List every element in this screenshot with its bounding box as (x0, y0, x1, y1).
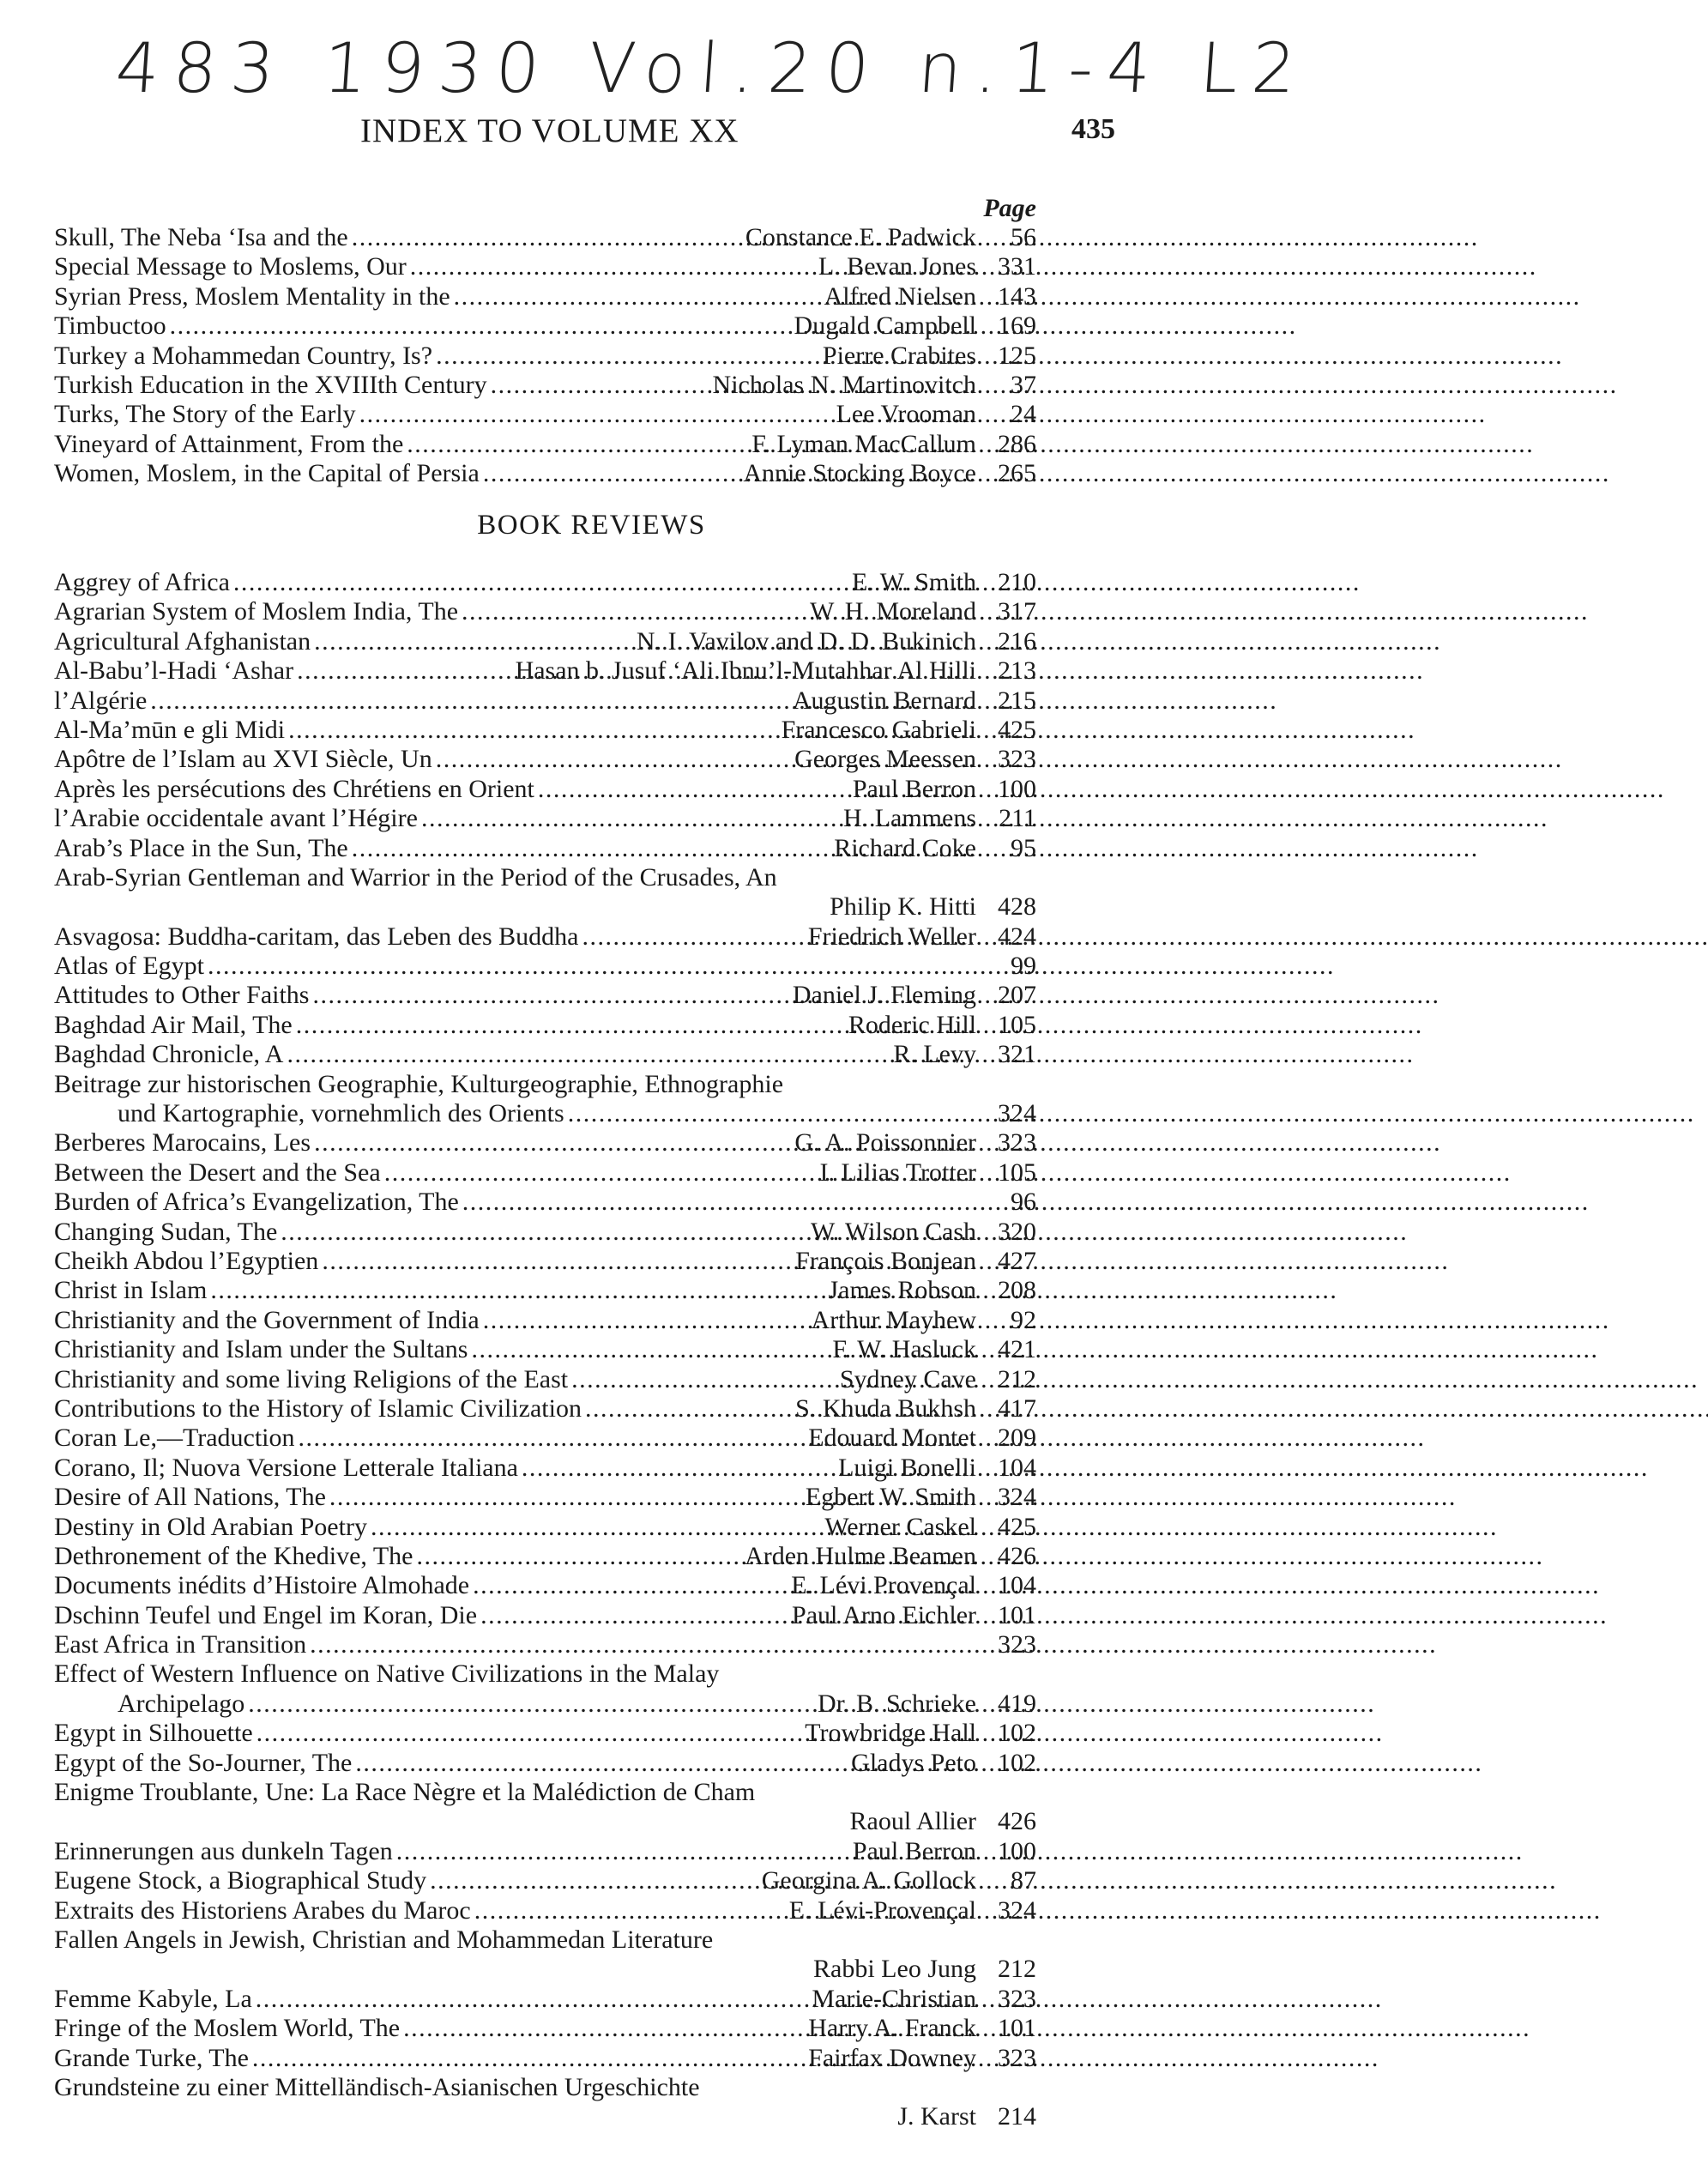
entry-page: 265 (998, 459, 1036, 488)
dot-leader (538, 775, 849, 804)
dot-leader (407, 430, 748, 459)
entry-page: 321 (998, 1040, 1036, 1069)
index-entry (54, 1158, 1036, 1188)
dot-leader (314, 1128, 791, 1158)
entry-page: 212 (998, 1364, 1036, 1393)
index-entry (54, 686, 1036, 716)
entry-title: Between the Desert and the Sea (54, 1158, 381, 1187)
entry-page: 209 (998, 1424, 1036, 1453)
dot-leader (296, 1011, 845, 1040)
entry-author: Daniel J. Fleming (792, 981, 976, 1010)
index-entry (54, 1128, 1036, 1158)
index-entry (54, 568, 1036, 597)
entry-page: 100 (998, 1836, 1036, 1865)
entry-author: Georges Meessen (794, 745, 976, 774)
dot-leader (403, 2014, 805, 2043)
dot-leader (474, 1896, 786, 1925)
index-entry (54, 1365, 1036, 1394)
entry-title-continued: und Kartographie, vornehmlich des Orients (118, 1099, 564, 1128)
article-entries (54, 223, 1036, 489)
dot-leader (396, 1837, 849, 1866)
page-number: 435 (1071, 113, 1115, 145)
index-entry (54, 430, 1036, 459)
entry-title: l’Arabie occidentale avant l’Hégire (54, 804, 418, 833)
index-entry (54, 1807, 1036, 1836)
index-entry (54, 597, 1036, 626)
entry-title: Contributions to the History of Islamic Civilization (54, 1393, 582, 1423)
dot-leader (248, 1689, 814, 1719)
entry-author: Egbert W. Smith (805, 1483, 976, 1512)
entry-page: 95 (1011, 833, 1036, 862)
entry-title: Skull, The Neba ‘Isa and the (54, 223, 348, 251)
entry-author: W. Wilson Cash (811, 1217, 976, 1246)
index-entry (54, 2014, 1036, 2043)
entry-title: Femme Kabyle, La (54, 1984, 252, 2013)
dot-leader (416, 1542, 741, 1571)
entry-author: James Robson (828, 1276, 976, 1305)
dot-leader (329, 1483, 802, 1512)
article-index-list (54, 194, 1036, 489)
index-entry (54, 371, 1036, 400)
entry-author: Roderic Hill (848, 1010, 976, 1039)
dot-leader (322, 1247, 792, 1276)
entry-title: Eugene Stock, a Biographical Study (54, 1866, 427, 1895)
entry-page: 323 (998, 2043, 1036, 2072)
index-entry (54, 1394, 1036, 1424)
entry-page: 102 (998, 1719, 1036, 1748)
dot-leader (473, 1571, 788, 1600)
index-entry (54, 834, 1036, 863)
index-entry (54, 1837, 1036, 1866)
index-entry (54, 1040, 1036, 1069)
index-entry (54, 981, 1036, 1010)
entry-page: 324 (998, 1895, 1036, 1925)
entry-title: Egypt of the So-Journer, The (54, 1748, 353, 1777)
index-entry (54, 1542, 1036, 1571)
entry-author: Edouard Montet (808, 1424, 976, 1453)
entry-title: Christ in Islam (54, 1276, 208, 1305)
dot-leader (436, 342, 819, 371)
entry-author: W. H. Moreland (810, 597, 976, 626)
entry-page: 92 (1011, 1305, 1036, 1334)
entry-page: 286 (998, 429, 1036, 458)
entry-page: 427 (998, 1246, 1036, 1275)
dot-leader (462, 597, 806, 626)
entry-author: Hasan b. Jusuf ‘Ali Ibnu’l-Mutahhar Al Hilli (515, 656, 976, 686)
entry-page: 105 (998, 1158, 1036, 1187)
dot-leader (371, 1513, 821, 1542)
dot-leader (483, 1306, 808, 1335)
entry-page: 87 (1011, 1866, 1036, 1895)
dot-leader (310, 1630, 973, 1659)
entry-title: Extraits des Historiens Arabes du Maroc (54, 1895, 471, 1925)
entry-title: Grundsteine zu einer Mittelländisch-Asianischen Urgeschichte (54, 2072, 700, 2101)
entry-author: E. Lévi Provençal (791, 1571, 976, 1600)
dot-leader (571, 1365, 836, 1394)
dot-leader (299, 1424, 806, 1453)
entry-author: H. Lammens (843, 804, 976, 833)
entry-page: 215 (998, 686, 1036, 715)
entry-author: Werner Caskel (824, 1512, 976, 1541)
index-entry (54, 1513, 1036, 1542)
page-header (360, 112, 1115, 154)
entry-author: F. Lyman MacCallum (751, 429, 976, 458)
index-entry (54, 1011, 1036, 1040)
dot-leader (281, 1218, 807, 1247)
entry-title: Aggrey of Africa (54, 568, 230, 596)
dot-leader (256, 1985, 809, 2014)
index-entry (54, 2044, 1036, 2073)
dot-leader (454, 282, 821, 311)
entry-page: 104 (998, 1571, 1036, 1600)
entry-title: Atlas of Egypt (54, 952, 204, 981)
entry-author: Marie-Christian (812, 1984, 976, 2013)
entry-title: Fallen Angels in Jewish, Christian and Mohammedan Literature (54, 1925, 714, 1954)
dot-leader (288, 716, 777, 745)
index-entry (54, 1601, 1036, 1630)
dot-leader (297, 656, 511, 686)
entry-page: 99 (1011, 952, 1036, 981)
entry-page: 125 (998, 341, 1036, 370)
index-entry (54, 459, 1036, 488)
entry-page: 37 (1011, 370, 1036, 399)
entry-title: Documents inédits d’Histoire Almohade (54, 1571, 470, 1600)
entry-page: 214 (998, 2102, 1036, 2131)
entry-title: Syrian Press, Moslem Mentality in the (54, 281, 450, 311)
dot-leader (257, 1719, 802, 1748)
dot-leader (359, 400, 833, 429)
index-entry (54, 656, 1036, 686)
entry-author: I. Lilias Trotter (819, 1158, 976, 1187)
entry-title: Changing Sudan, The (54, 1217, 278, 1246)
entry-page: 96 (1011, 1188, 1036, 1217)
entry-title: Desire of All Nations, The (54, 1483, 326, 1512)
index-entry (54, 1896, 1036, 1925)
entry-page: 211 (999, 804, 1036, 833)
entry-title: Asvagosa: Buddha-caritam, das Leben des Buddha (54, 922, 579, 951)
entry-page: 101 (998, 2014, 1036, 2043)
entry-title: Cheikh Abdou l’Egyptien (54, 1246, 319, 1275)
entry-page: 331 (998, 252, 1036, 281)
book-review-list (54, 568, 1036, 2132)
index-entry (54, 716, 1036, 745)
entry-page: 417 (998, 1393, 1036, 1423)
entry-title: Vineyard of Attainment, From the (54, 429, 404, 458)
running-title: INDEX TO VOLUME XX (360, 112, 739, 149)
entry-page: 101 (998, 1600, 1036, 1629)
dot-leader (462, 1188, 973, 1217)
entry-page: 324 (998, 1099, 1036, 1128)
entry-author: Sydney Cave (839, 1364, 976, 1393)
entry-author: Alfred Nielsen (824, 281, 976, 311)
entry-author: Arden Hulme Beamen (745, 1541, 976, 1570)
dot-leader (522, 1454, 835, 1483)
entry-title: Beitrage zur historischen Geographie, Kulturgeographie, Ethnographie (54, 1069, 784, 1098)
dot-leader (585, 1394, 792, 1424)
entry-page: 213 (998, 656, 1036, 686)
entry-page: 169 (998, 311, 1036, 341)
entry-page: 212 (998, 1955, 1036, 1984)
dot-leader (314, 627, 633, 656)
entry-page: 323 (998, 1630, 1036, 1659)
entry-title: Apôtre de l’Islam au XVI Siècle, Un (54, 745, 432, 774)
entry-author: Paul Arno Eichler (792, 1600, 976, 1629)
entry-author: J. Karst (897, 2102, 976, 2131)
entry-author: Friedrich Weller (807, 922, 976, 951)
index-entry (54, 1985, 1036, 2014)
entry-page: 323 (998, 1128, 1036, 1158)
entry-title: Baghdad Chronicle, A (54, 1040, 284, 1069)
entry-author: Gladys Peto (851, 1748, 976, 1777)
index-entry (54, 1659, 1036, 1689)
entry-author: Francesco Gabrieli (781, 715, 976, 744)
index-entry (54, 1099, 1036, 1128)
entry-title: Berberes Marocains, Les (54, 1128, 311, 1158)
book-reviews-heading: BOOK REVIEWS (477, 510, 706, 541)
entry-author: Nicholas N. Martinovitch (712, 370, 976, 399)
index-entry (54, 2073, 1036, 2102)
entry-title: Women, Moslem, in the Capital of Persia (54, 459, 480, 488)
entry-title: Corano, Il; Nuova Versione Letterale Italiana (54, 1453, 518, 1482)
handwritten-catalog-note: 483 1930 Vol.20 n.1-4 L2 (112, 28, 1313, 108)
entry-page: 56 (1011, 223, 1036, 251)
index-entry (54, 775, 1036, 804)
entry-author: E. Lévi-Provençal (788, 1895, 976, 1925)
entry-title: Effect of Western Influence on Native Civilizations in the Malay (54, 1659, 720, 1689)
entry-title: Agrarian System of Moslem India, The (54, 597, 459, 626)
index-entry (54, 1571, 1036, 1600)
entry-title: Dethronement of the Khedive, The (54, 1541, 413, 1570)
entry-title: Special Message to Moslems, Our (54, 252, 407, 281)
index-entry (54, 1276, 1036, 1305)
index-entry (54, 342, 1036, 371)
entry-author: Fairfax Downey (808, 2043, 976, 2072)
index-entry (54, 1424, 1036, 1453)
index-entry (54, 1070, 1036, 1099)
entry-title: Al-Ma’mūn e gli Midi (54, 715, 286, 744)
entry-title: Arab’s Place in the Sun, The (54, 833, 348, 862)
entry-author: Dugald Campbell (794, 311, 976, 341)
entry-author: Raoul Allier (849, 1807, 976, 1836)
entry-author: Paul Berron (852, 1836, 976, 1865)
entry-title: Turkish Education in the XVIIIth Century (54, 370, 487, 399)
index-entry (54, 1749, 1036, 1778)
entry-title: Après les persécutions des Chrétiens en Orient (54, 774, 534, 803)
entry-author: N. I. Vavilov and D. D. Bukinich (636, 626, 976, 656)
entry-title: Timbuctoo (54, 311, 166, 341)
entry-author: E. W. Smith (851, 568, 976, 596)
entry-page: 323 (998, 745, 1036, 774)
entry-author: L. Bevan Jones (818, 252, 976, 281)
dot-leader (352, 223, 742, 252)
index-entry (54, 1188, 1036, 1217)
entry-title: Al-Babu’l-Hadi ‘Ashar (54, 656, 294, 686)
entry-page: 100 (998, 774, 1036, 803)
entry-author: F. W. Hasluck (832, 1335, 976, 1364)
entry-page: 320 (998, 1217, 1036, 1246)
entry-author: Dr. B. Schrieke (818, 1689, 976, 1718)
entry-page: 426 (998, 1807, 1036, 1836)
dot-leader (150, 686, 789, 716)
dot-leader (233, 568, 848, 597)
dot-leader (287, 1040, 890, 1069)
entry-page: 425 (998, 1512, 1036, 1541)
entry-title-continued: Archipelago (118, 1689, 245, 1718)
entry-page: 317 (998, 597, 1036, 626)
entry-page: 323 (998, 1984, 1036, 2013)
entry-author: Trowbridge Hall (805, 1719, 976, 1748)
dot-leader (355, 1749, 848, 1778)
entry-title: Agricultural Afghanistan (54, 626, 311, 656)
entry-title: Enigme Troublante, Une: La Race Nègre et la Malédiction de Cham (54, 1778, 756, 1807)
entry-title: Burden of Africa’s Evangelization, The (54, 1188, 459, 1217)
entry-page: 102 (998, 1748, 1036, 1777)
dot-leader (312, 981, 788, 1010)
entry-author: Constance E. Padwick (745, 223, 976, 251)
entry-author: Annie Stocking Boyce (743, 459, 976, 488)
entry-page: 208 (998, 1276, 1036, 1305)
entry-page: 425 (998, 715, 1036, 744)
index-entry (54, 892, 1036, 922)
entry-title: l’Algérie (54, 686, 148, 715)
index-entry (54, 1630, 1036, 1659)
dot-leader (430, 1866, 758, 1895)
index-entry (54, 400, 1036, 429)
entry-author: Richard Coke (834, 833, 976, 862)
index-entry (54, 311, 1036, 341)
index-entry (54, 1778, 1036, 1807)
entry-title: East Africa in Transition (54, 1630, 307, 1659)
index-entry (54, 1218, 1036, 1247)
page-column-label-row (54, 194, 1036, 223)
entry-author: François Bonjean (795, 1246, 976, 1275)
entry-page: 143 (998, 281, 1036, 311)
index-entry (54, 952, 1036, 981)
entry-author: Paul Berron (852, 774, 976, 803)
entry-title: Baghdad Air Mail, The (54, 1010, 293, 1039)
dot-leader (582, 922, 805, 952)
entry-author: Lee Vrooman (836, 400, 976, 429)
dot-leader (471, 1335, 829, 1364)
entry-page: 424 (998, 922, 1036, 951)
index-entry (54, 252, 1036, 281)
dot-leader (483, 459, 740, 488)
index-entry (54, 1483, 1036, 1512)
entry-title: Attitudes to Other Faiths (54, 981, 310, 1010)
entry-author: Georgina A. Gollock (761, 1866, 976, 1895)
entry-page: 426 (998, 1541, 1036, 1570)
entry-author: Pierre Crabites (822, 341, 976, 370)
entry-author: Philip K. Hitti (830, 892, 976, 922)
index-entry (54, 863, 1036, 892)
dot-leader (410, 252, 815, 281)
entry-title: Grande Turke, The (54, 2043, 249, 2072)
entry-title: Erinnerungen aus dunkeln Tagen (54, 1836, 393, 1865)
index-entry (54, 804, 1036, 833)
book-review-entries (54, 568, 1036, 2132)
entry-author: S. Khuda Bukhsh (795, 1393, 976, 1423)
entry-author: R. Levy (893, 1040, 976, 1069)
index-entry (54, 1719, 1036, 1748)
entry-author: Arthur Mayhew (811, 1305, 976, 1334)
entry-author: Harry A. Franck (808, 2014, 976, 2043)
entry-page: 207 (998, 981, 1036, 1010)
index-entry (54, 1925, 1036, 1955)
index-entry (54, 282, 1036, 311)
entry-page: 216 (998, 626, 1036, 656)
index-entry (54, 2102, 1036, 2131)
index-entry (54, 922, 1036, 952)
entry-title: Christianity and the Government of India (54, 1305, 480, 1334)
entry-author: Augustin Bernard (792, 686, 976, 715)
index-entry (54, 1454, 1036, 1483)
index-entry (54, 1306, 1036, 1335)
dot-leader (480, 1601, 788, 1630)
entry-title: Turkey a Mohammedan Country, Is? (54, 341, 433, 370)
entry-page: 24 (1011, 400, 1036, 429)
dot-leader (252, 2044, 805, 2073)
index-entry (54, 223, 1036, 252)
entry-author: Rabbi Leo Jung (813, 1955, 976, 1984)
dot-leader (352, 834, 830, 863)
entry-page: 428 (998, 892, 1036, 922)
dot-leader (210, 1276, 824, 1305)
entry-title: Egypt in Silhouette (54, 1719, 253, 1748)
index-entry (54, 1866, 1036, 1895)
entry-author: Luigi Bonelli (838, 1453, 976, 1482)
dot-leader (491, 371, 709, 400)
entry-title: Destiny in Old Arabian Poetry (54, 1512, 367, 1541)
entry-author: G. A. Poissonnier (794, 1128, 976, 1158)
entry-title: Coran Le,—Traduction (54, 1424, 295, 1453)
entry-title: Arab-Syrian Gentleman and Warrior in the Period of the Crusades, An (54, 862, 777, 892)
entry-page: 105 (998, 1010, 1036, 1039)
dot-leader (568, 1099, 973, 1128)
entry-page: 421 (998, 1335, 1036, 1364)
index-entry (54, 627, 1036, 656)
dot-leader (384, 1158, 817, 1188)
entry-page: 210 (998, 568, 1036, 596)
entry-page: 419 (998, 1689, 1036, 1718)
page-column-label: Page (983, 194, 1036, 222)
index-entry (54, 1335, 1036, 1364)
dot-leader (436, 745, 791, 774)
entry-title: Turks, The Story of the Early (54, 400, 356, 429)
dot-leader (421, 804, 840, 833)
index-entry (54, 1247, 1036, 1276)
entry-page: 104 (998, 1453, 1036, 1482)
index-entry (54, 1689, 1036, 1719)
dot-leader (170, 311, 791, 341)
entry-title: Christianity and some living Religions of the East (54, 1364, 569, 1393)
dot-leader (208, 952, 973, 981)
entry-page: 324 (998, 1483, 1036, 1512)
entry-title: Fringe of the Moslem World, The (54, 2014, 401, 2043)
index-entry (54, 745, 1036, 774)
index-entry (54, 1955, 1036, 1984)
entry-title: Dschinn Teufel und Engel im Koran, Die (54, 1600, 478, 1629)
entry-title: Christianity and Islam under the Sultans (54, 1335, 468, 1364)
